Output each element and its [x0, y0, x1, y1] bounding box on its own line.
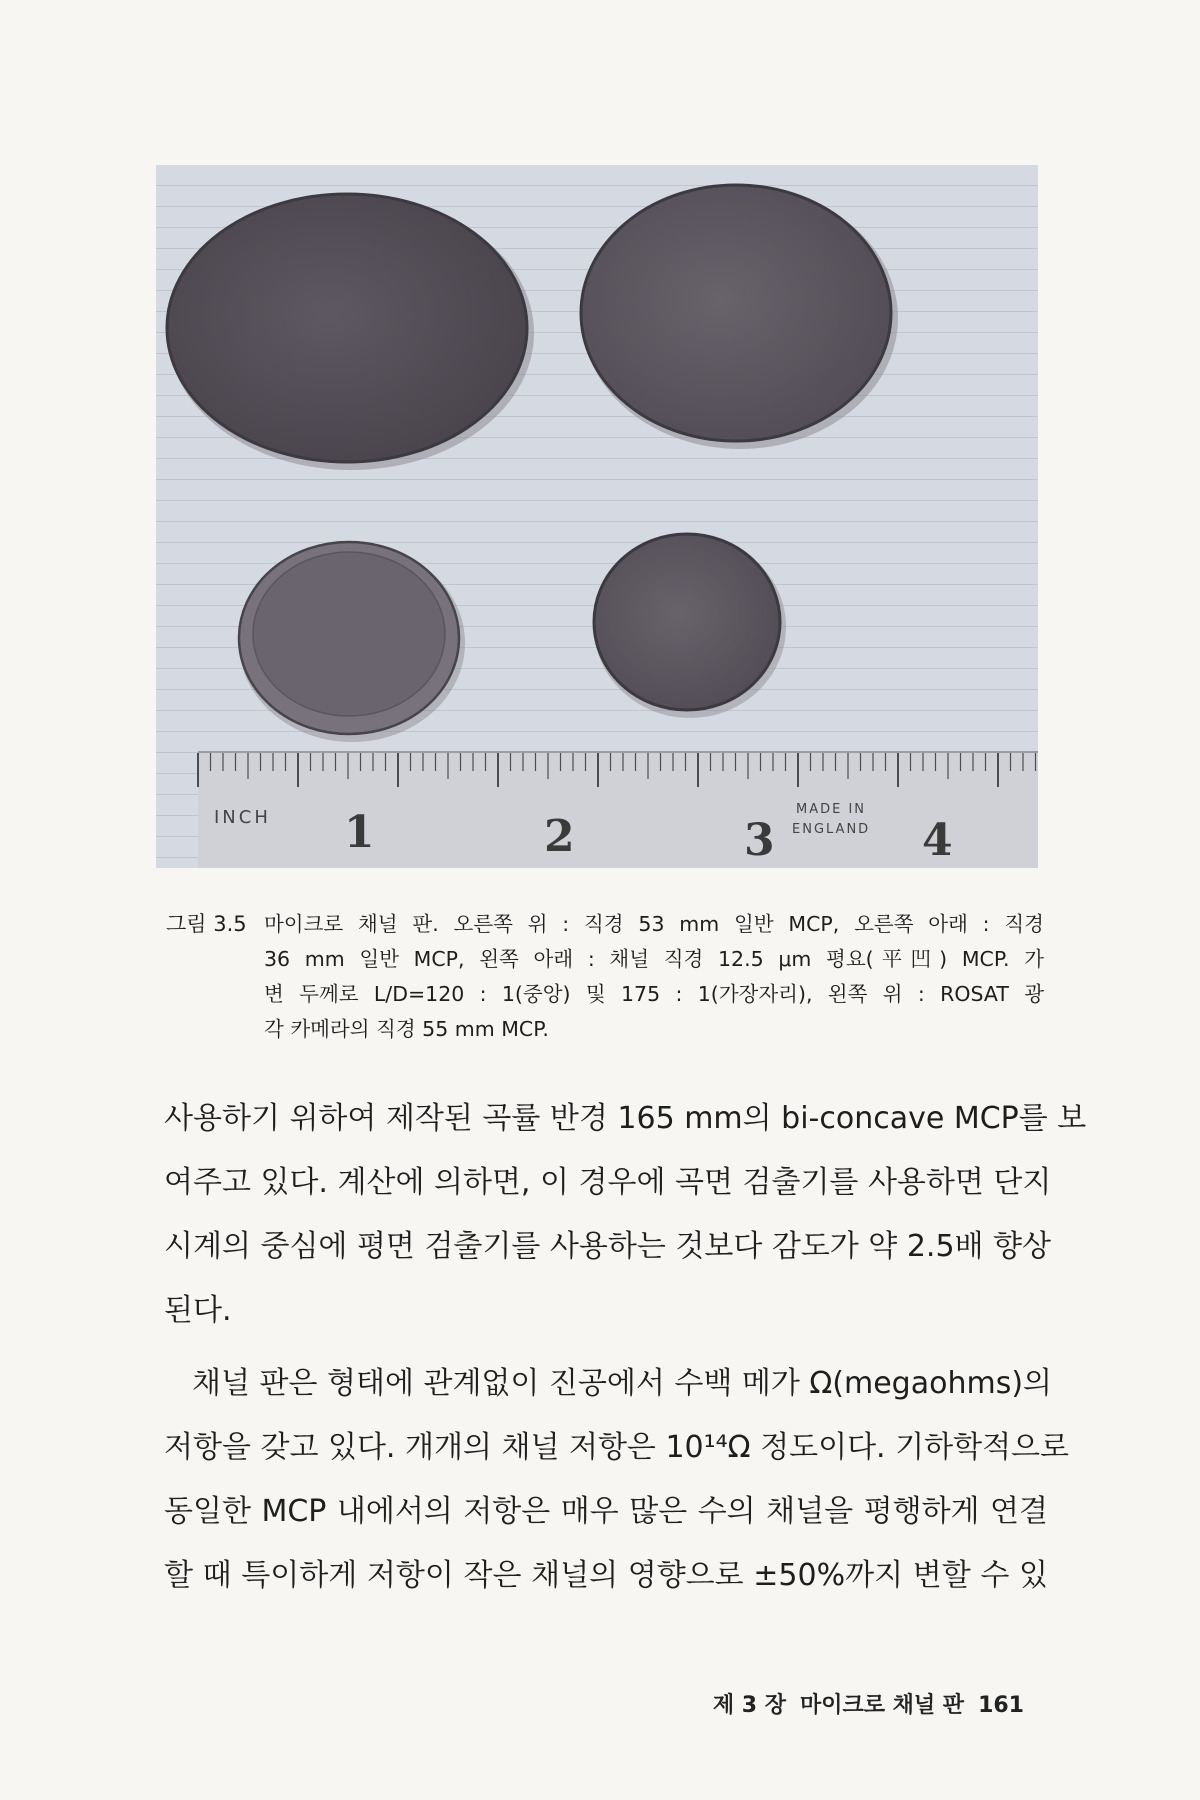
ruler-number-4: 4 [922, 815, 953, 866]
caption-line: 각 카메라의 직경 55 mm MCP. [264, 1017, 549, 1041]
plate-top-left [167, 194, 534, 470]
ruler-number-1: 1 [344, 807, 375, 858]
caption-line: 마이크로 채널 판. 오른쪽 위 : 직경 53 mm 일반 MCP, 오른쪽 아래 : 직경 [264, 912, 1044, 936]
ruler-maker-line2: ENGLAND [792, 822, 871, 837]
paragraph-1-line: 된다. [164, 1293, 232, 1328]
ruler-unit-label: INCH [214, 807, 271, 828]
ruler-maker: MADE IN [796, 802, 867, 817]
caption-line: 변 두께로 L/D=120 : 1(중앙) 및 175 : 1(가장자리), 왼쪽 위 : ROSAT 광 [264, 982, 1044, 1006]
paragraph-2-line: 채널 판은 형태에 관계없이 진공에서 수백 메가 Ω(megaohms)의 [192, 1366, 1053, 1401]
paragraph-1-line: 여주고 있다. 계산에 의하면, 이 경우에 곡면 검출기를 사용하면 단지 [164, 1165, 1052, 1200]
caption-line: 36 mm 일반 MCP, 왼쪽 아래 : 채널 직경 12.5 μm 평요(平凹) MCP. 가 [264, 947, 1044, 971]
mcp-photo-drawing [156, 165, 1038, 868]
plate-top-right [581, 185, 898, 449]
footer-chapter: 제 3 장 [712, 1693, 786, 1718]
ruler-number-3: 3 [744, 815, 775, 866]
paragraph-1-line: 사용하기 위하여 제작된 곡률 반경 165 mm의 bi-concave MCP를 보 [164, 1101, 1087, 1136]
caption-label: 그림 3.5 [166, 912, 247, 936]
running-footer [713, 1688, 1024, 1719]
paragraph-2-line: 할 때 특이하게 저항이 작은 채널의 영향으로 ±50%까지 변할 수 있 [164, 1558, 1048, 1593]
paragraph-2-line: 저항을 갖고 있다. 개개의 채널 저항은 10¹⁴Ω 정도이다. 기하학적으로 [164, 1430, 1070, 1465]
footer-title: 마이크로 채널 판 [799, 1693, 965, 1718]
paragraph-2-line: 동일한 MCP 내에서의 저항은 매우 많은 수의 채널을 평행하게 연결 [164, 1494, 1048, 1529]
figure-photo [156, 165, 1038, 868]
page-number: 161 [978, 1693, 1024, 1718]
ruler [198, 751, 1038, 868]
paragraph-1-line: 시계의 중심에 평면 검출기를 사용하는 것보다 감도가 약 2.5배 향상 [164, 1229, 1052, 1264]
ruler-number-2: 2 [544, 811, 575, 862]
